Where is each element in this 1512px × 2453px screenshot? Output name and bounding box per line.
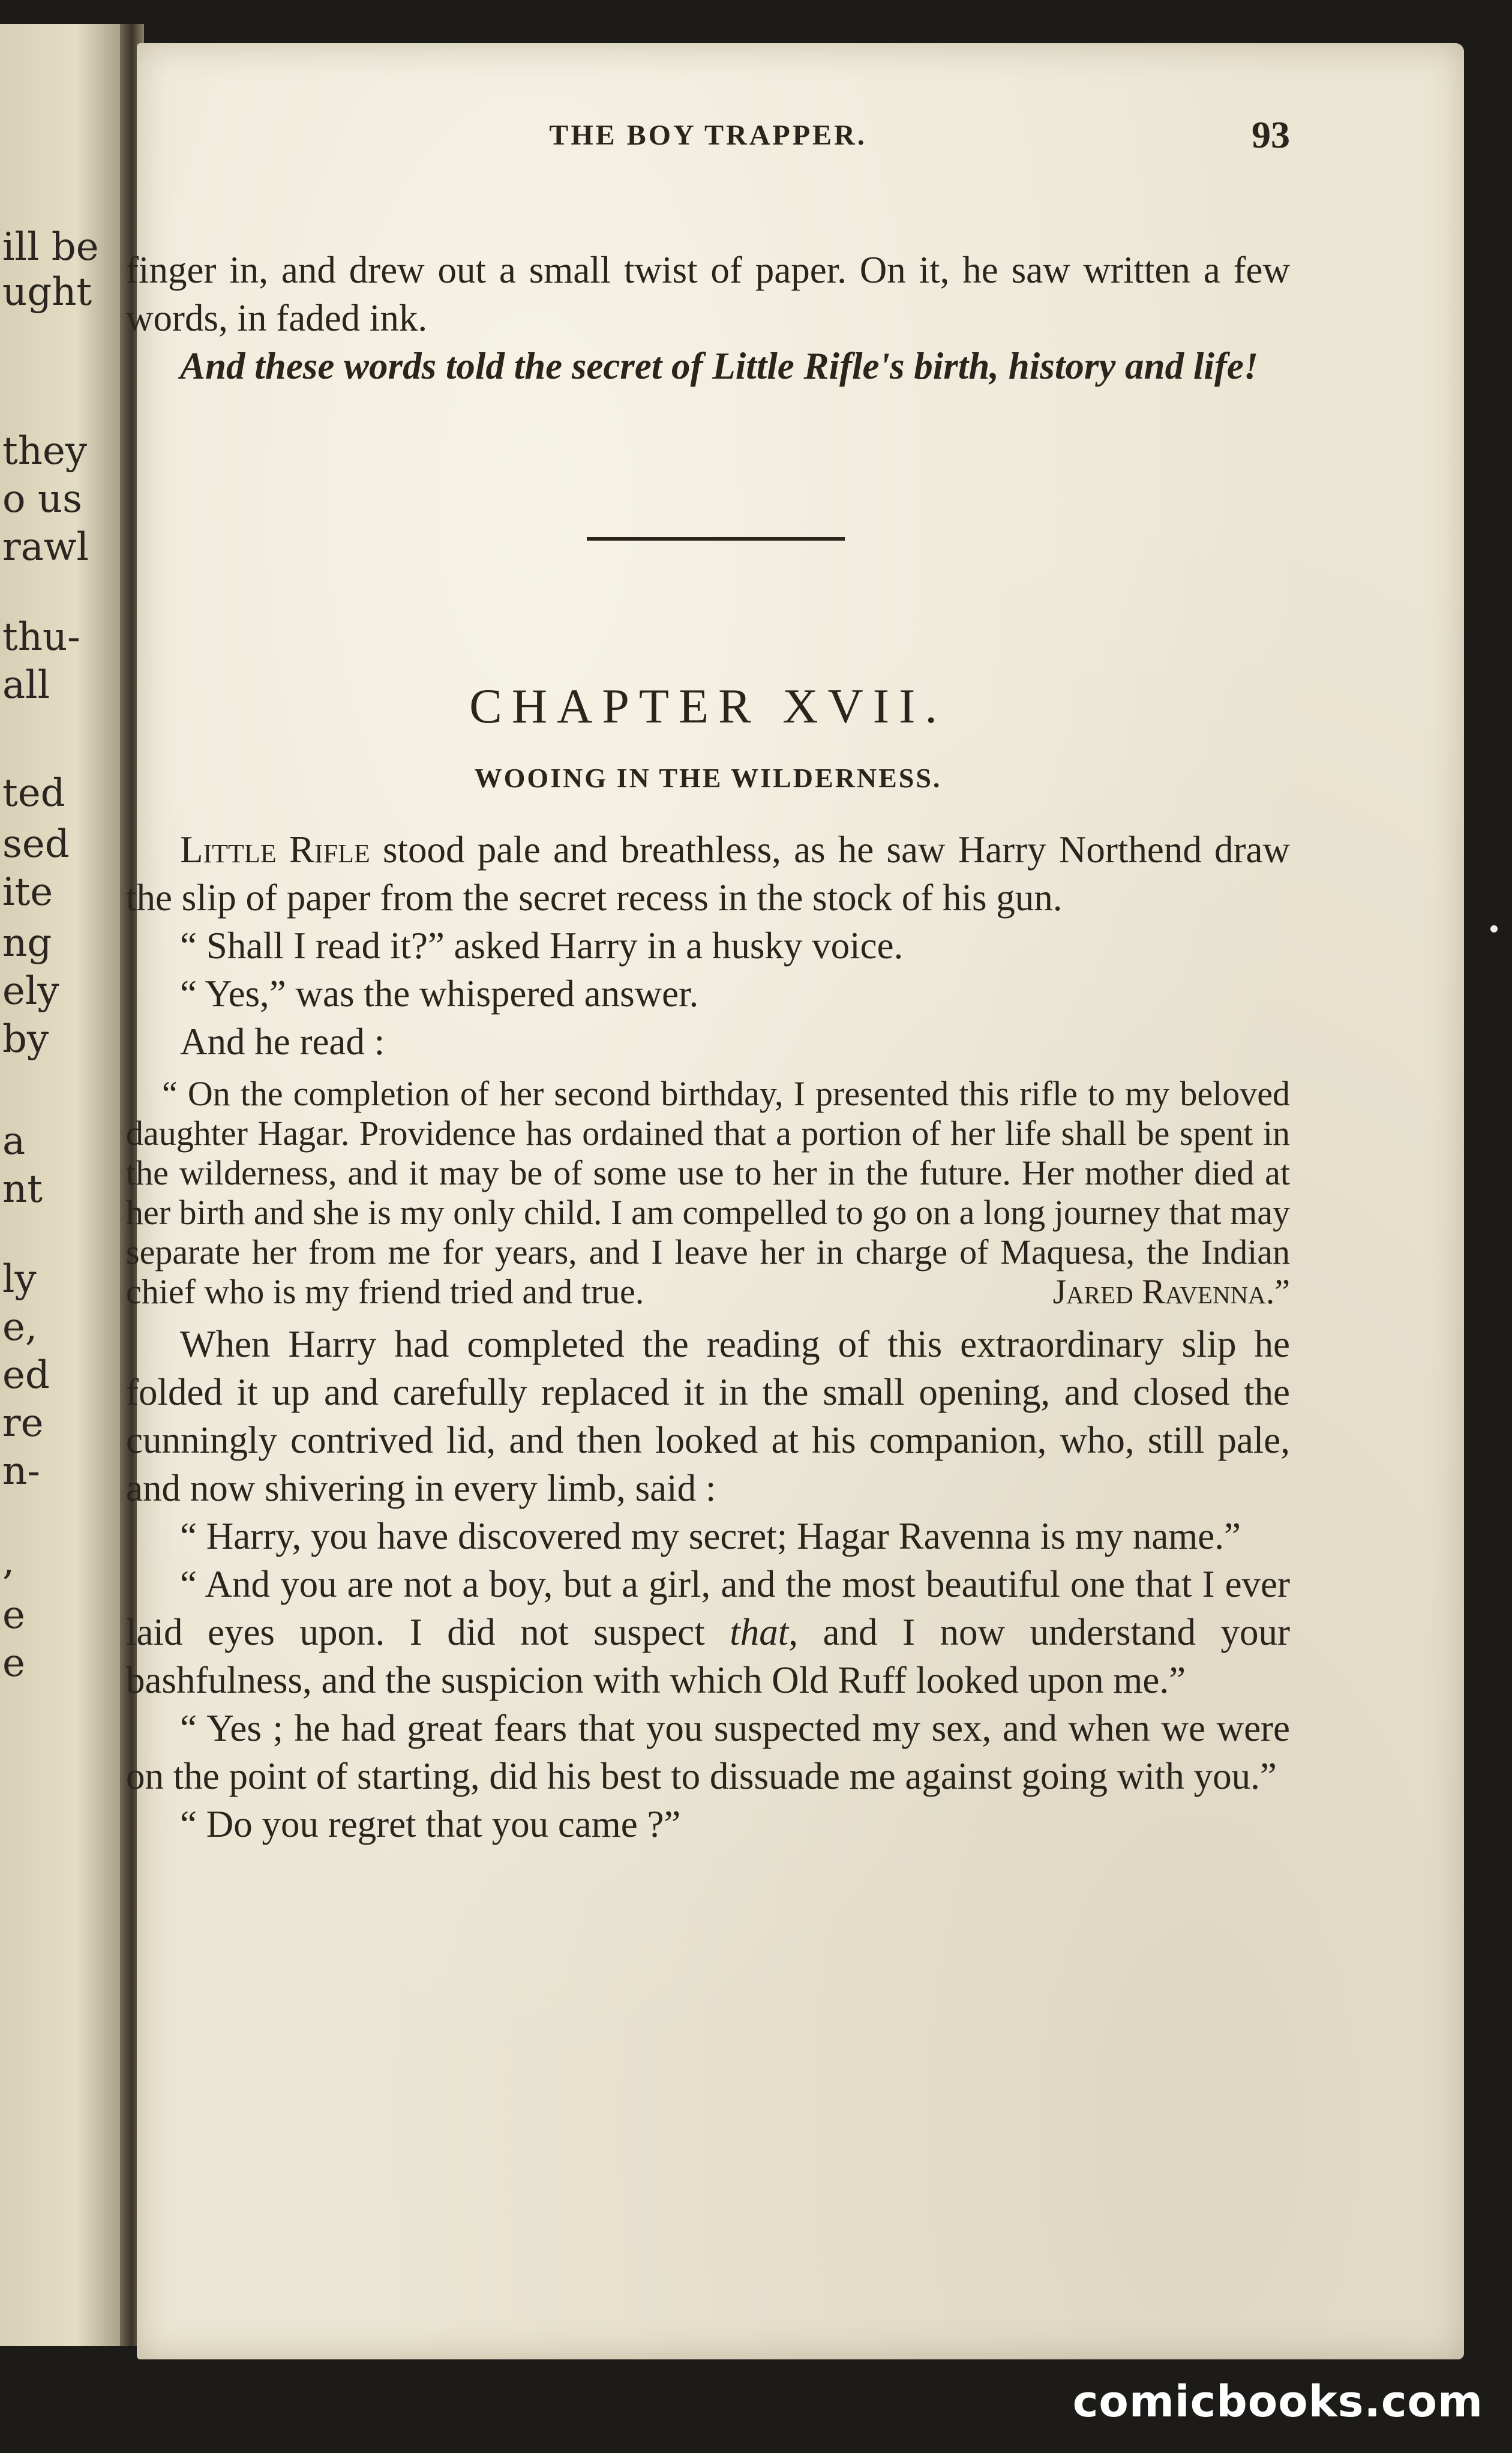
facing-page-edge xyxy=(0,24,126,2346)
facing-page-fragment: by xyxy=(2,1017,49,1061)
running-title: THE BOY TRAPPER. xyxy=(549,119,867,151)
facing-page-fragment: ely xyxy=(2,969,59,1013)
facing-page-fragment: sed xyxy=(2,822,70,866)
facing-page-fragment: a xyxy=(2,1119,26,1163)
section-divider-rule xyxy=(587,537,845,541)
facing-page-fragment: ite xyxy=(2,870,53,914)
facing-page-fragment: n- xyxy=(2,1449,40,1494)
watermark: comicbooks.com xyxy=(1072,2376,1483,2427)
chapter-subtitle: WOOING IN THE WILDERNESS. xyxy=(474,763,942,793)
facing-page-fragment: e, xyxy=(2,1305,38,1350)
page-speck xyxy=(1490,925,1498,932)
body-paragraph-7-end: , and I now understand your bashfulness, and the suspicion with which Old Ruff looked upon me.” xyxy=(126,1611,1290,1701)
facing-page-fragment: re xyxy=(2,1401,44,1446)
facing-page-fragment: ill be xyxy=(2,225,99,269)
facing-page-fragment: , xyxy=(2,1539,15,1584)
body-paragraph-2: “ Shall I read it?” asked Harry in a husky voice. xyxy=(180,925,904,967)
opening-text xyxy=(126,246,1290,390)
character-name: Little Rifle xyxy=(180,829,370,871)
quoted-letter xyxy=(126,1074,1290,1312)
body-paragraph-5: When Harry had completed the reading of this extraordinary slip he folded it up and carefully replaced it in the small opening, and closed the cunningly contrived lid, and then looked at his companion, who, still pale, and now shivering in every limb, said : xyxy=(126,1323,1290,1509)
facing-page-fragment: ught xyxy=(2,270,92,314)
facing-page-fragment: e xyxy=(2,1593,25,1638)
body-paragraph-1 xyxy=(126,826,1290,922)
body-paragraph-4: And he read : xyxy=(180,1021,385,1063)
body-paragraph-7 xyxy=(126,1560,1290,1704)
opening-italic-paragraph: And these words told the secret of Little Rifle's birth, history and life! xyxy=(180,345,1259,387)
facing-page-fragment: e xyxy=(2,1641,25,1686)
chapter-body xyxy=(126,826,1290,1848)
facing-page-fragment: rawl xyxy=(2,525,89,569)
body-paragraph-7-start: “ And you are not a boy, but a girl, and the most beautiful one that I ever laid eyes upon. I did not suspect xyxy=(126,1563,1290,1653)
facing-page-fragment: ly xyxy=(2,1257,37,1302)
facing-page-fragment: they xyxy=(2,429,87,473)
letter-text: “ On the completion of her second birthday, I presented this rifle to my beloved daughter Hagar. Providence has ordained that a portion of her life shall be spent in the wilderness, and it may be of some use to her in the future. Her mother died at her birth and she is my only child. I am compelled to go on a long journey that may separate her from me for years, and I leave her in charge of Maquesa, the Indian chief who is my friend tried and true. xyxy=(126,1074,1290,1311)
body-paragraph-3: “ Yes,” was the whispered answer. xyxy=(180,973,699,1015)
body-paragraph-6: “ Harry, you have discovered my secret; Hagar Ravenna is my name.” xyxy=(180,1515,1241,1557)
letter-signature: Jared Ravenna.” xyxy=(1052,1272,1290,1311)
facing-page-fragment: o us xyxy=(2,477,82,521)
body-paragraph-1-text: stood pale and breathless, as he saw Harry Northend draw the slip of paper from the secret recess in the stock of his gun. xyxy=(126,829,1290,919)
facing-page-fragment: nt xyxy=(2,1167,43,1211)
emphasized-word: that xyxy=(730,1611,789,1653)
body-paragraph-8: “ Yes ; he had great fears that you suspected my sex, and when we were on the point of starting, did his best to dissuade me against going with you.” xyxy=(126,1707,1290,1797)
facing-page-fragment: all xyxy=(2,663,50,707)
running-header xyxy=(126,113,1290,161)
page-number: 93 xyxy=(1252,113,1290,156)
facing-page-fragment: thu- xyxy=(2,615,80,659)
body-paragraph-9: “ Do you regret that you came ?” xyxy=(180,1803,681,1845)
facing-page-fragment: ng xyxy=(2,921,52,965)
facing-page-fragment: ed xyxy=(2,1353,50,1398)
facing-page-fragment: ted xyxy=(2,771,65,815)
chapter-title: CHAPTER XVII. xyxy=(469,679,947,733)
opening-paragraph: finger in, and drew out a small twist of paper. On it, he saw written a few words, in faded ink. xyxy=(126,249,1290,339)
